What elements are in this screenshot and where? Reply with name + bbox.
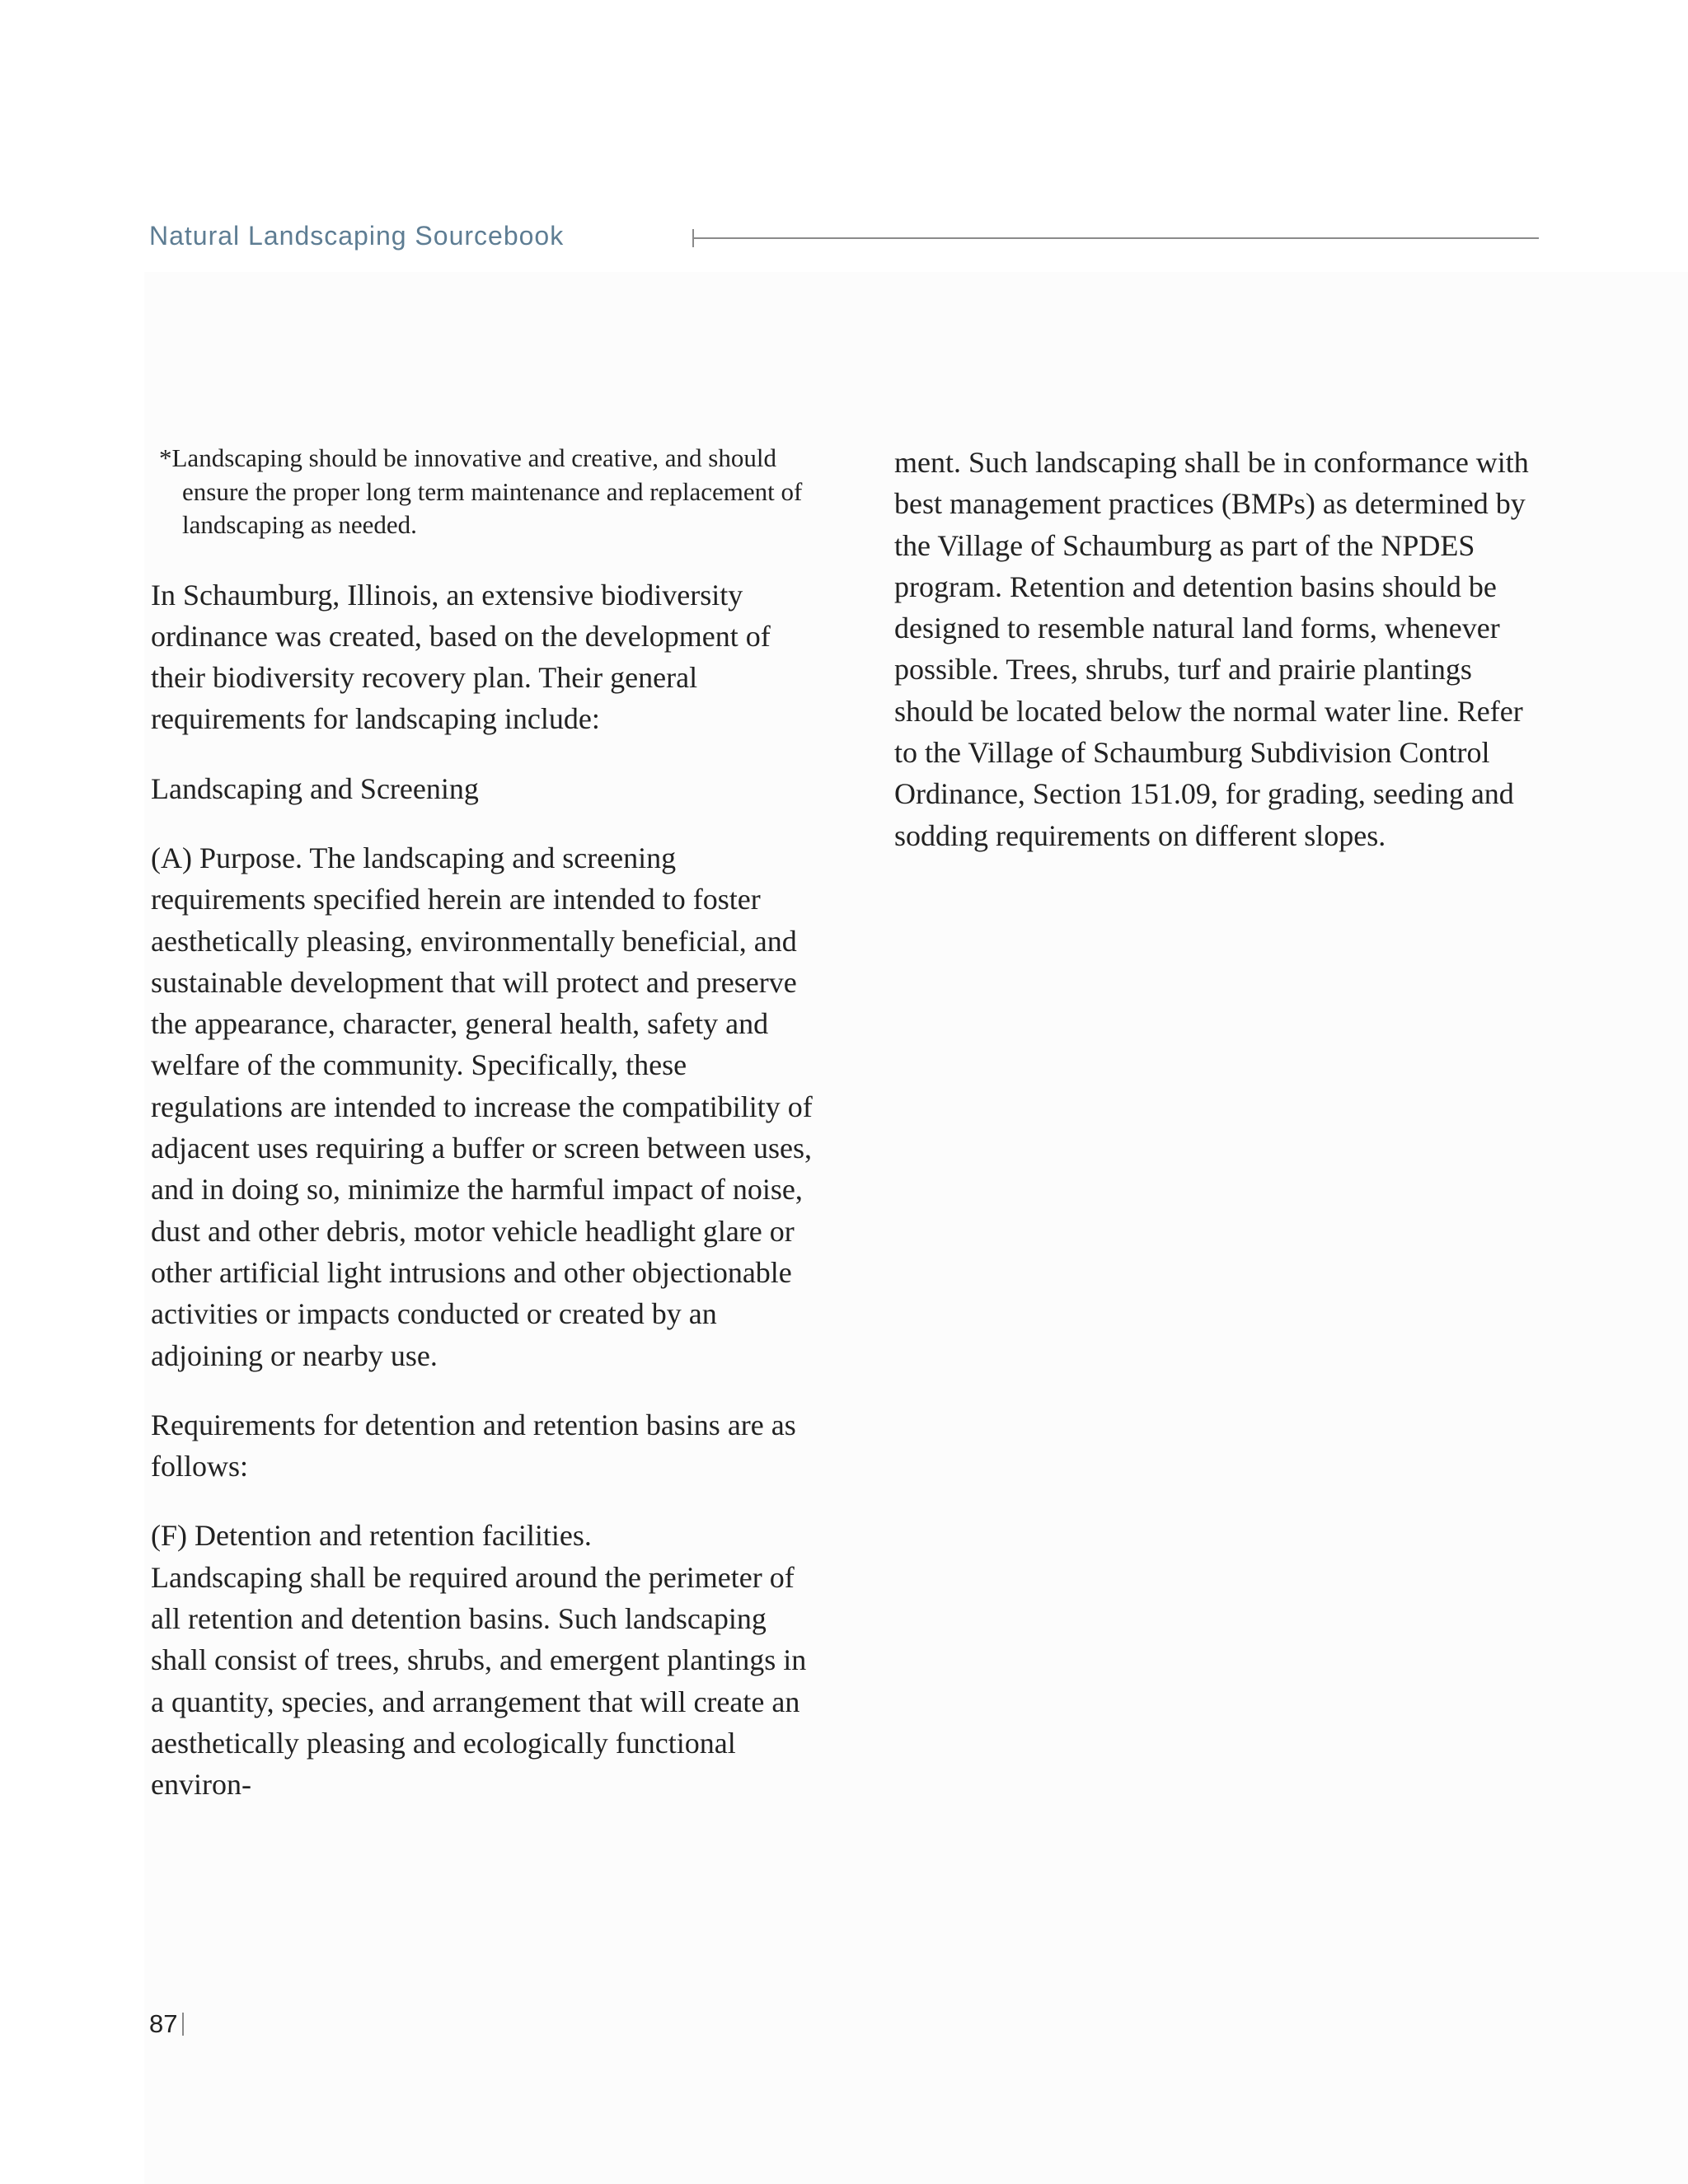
footnote-landscaping: *Landscaping should be innovative and creative, and should ensure the proper long term maintenance and replacement of landscaping as needed. xyxy=(159,443,803,539)
right-column xyxy=(894,442,1545,856)
detention-text-continued: ment. Such landscaping shall be in conformance with best management practices (BMPs) as determined by the Village of Schaumburg as part of the NPDES program. Retention and detention basins should be designed to resemble natural land forms, whenever possible. Trees, shrubs, turf and prairie plantings should be located below the normal water line. Refer to the Village of Schaumburg Subdivision Control Ordinance, Section 151.09, for grading, seeding and sodding requirements on different slopes. xyxy=(894,446,1529,852)
detention-paragraph xyxy=(151,1515,818,1805)
requirements-intro-paragraph: Requirements for detention and retention basins are as follows: xyxy=(151,1408,796,1483)
running-header-title: Natural Landscaping Sourcebook xyxy=(149,221,565,251)
left-column xyxy=(151,442,818,1834)
detention-title: (F) Detention and retention facilities. xyxy=(151,1519,592,1553)
detention-text-start: Landscaping shall be required around the perimeter of all retention and detention basins. Such landscaping shall consist of trees, shrubs, and emergent plantings in a quantity, species, and arrangement that will create an aesthetically pleasing and ecologically functional environ- xyxy=(151,1560,807,1802)
page-number-bar xyxy=(182,2013,184,2036)
page-number: 87 xyxy=(149,2009,178,2038)
intro-paragraph: In Schaumburg, Illinois, an extensive biodiversity ordinance was created, based on the development of their biodiversity recovery plan. Their general requirements for landscaping include: xyxy=(151,578,771,736)
purpose-paragraph: (A) Purpose. The landscaping and screening requirements specified herein are intended to foster aesthetically pleasing, environmentally beneficial, and sustainable development that will protect and preserve the appearance, character, general health, safety and welfare of the community. Specifically, these regulations are intended to increase the compatibility of adjacent uses requiring a buffer or screen between uses, and in doing so, minimize the harmful impact of noise, dust and other debris, motor vehicle headlight glare or other artificial light intrusions and other objectionable activities or impacts conducted or created by an adjoining or nearby use. xyxy=(151,841,813,1372)
section-heading: Landscaping and Screening xyxy=(151,771,479,805)
header-rule xyxy=(694,237,1539,239)
